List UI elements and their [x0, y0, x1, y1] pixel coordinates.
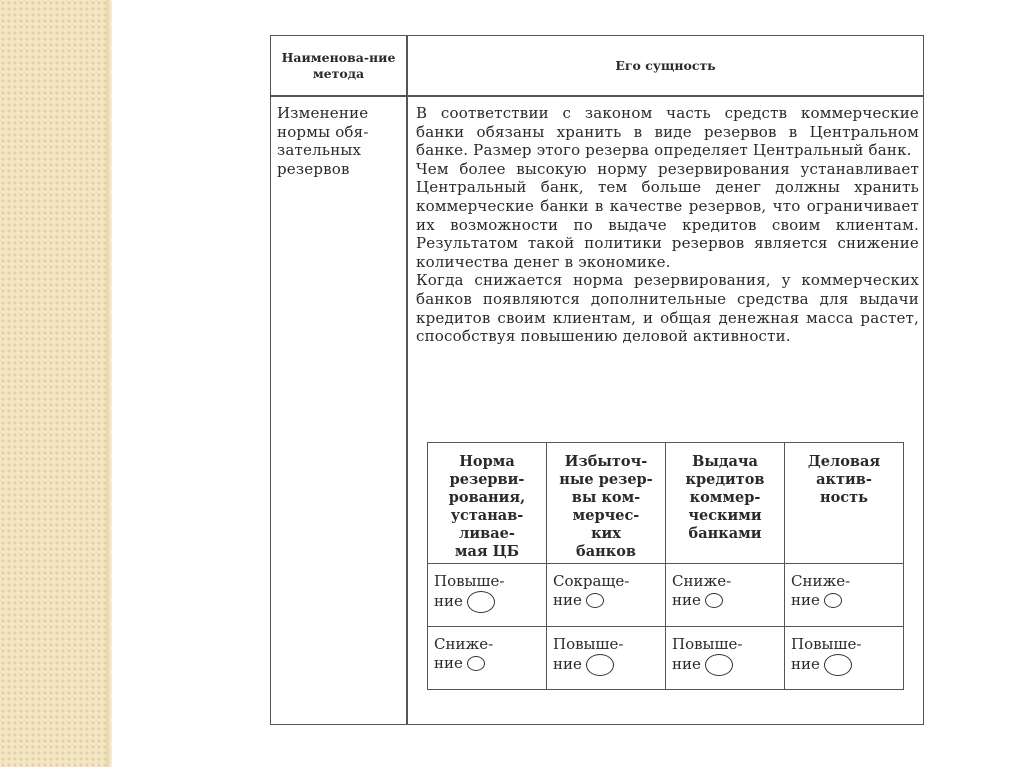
- effect-label: Сниже-: [434, 635, 494, 653]
- column-divider: [406, 36, 408, 724]
- essence-paragraph: Чем более высокую норму резервирования устанавливает Центральный банк, тем больше денег должны хранить коммерческие банки в качестве резервов, что ограничивает их возможности по выдаче кредитов своим клиентам. Результатом такой политики резервов является снижение количества денег в экономике.: [416, 159, 919, 271]
- header-line: актив-: [816, 471, 872, 488]
- header-line: ческими: [688, 507, 762, 524]
- header-line: ность: [820, 489, 868, 506]
- header-business-activity: [785, 443, 904, 564]
- answer-circle-icon[interactable]: [467, 591, 495, 613]
- header-line: ких: [591, 525, 621, 542]
- effects-row: [428, 564, 904, 627]
- header-line: резерви-: [449, 471, 525, 488]
- header-line: устанав-: [450, 507, 524, 524]
- essence-paragraph: В соответствии с законом часть средств коммерческие банки обязаны хранить в виде резервов в Центральном банке. Размер этого резерва определяет Центральный банк.: [416, 104, 919, 160]
- effect-cell: [428, 564, 547, 627]
- header-line: кредитов: [685, 471, 765, 488]
- effect-label: ние: [791, 590, 820, 609]
- effect-label: Повыше-: [672, 635, 743, 653]
- decorative-side-strip: [0, 0, 106, 767]
- header-line: Избыточ-: [564, 453, 648, 470]
- header-line: ливае-: [459, 525, 515, 542]
- header-method-name: Наименова-ние метода: [281, 49, 396, 81]
- header-excess-reserves: [547, 443, 666, 564]
- answer-circle-icon[interactable]: [824, 593, 842, 608]
- answer-circle-icon[interactable]: [586, 654, 614, 676]
- header-line: Выдача: [692, 453, 758, 470]
- effect-cell: [785, 627, 904, 690]
- method-name-line: резервов: [277, 159, 350, 178]
- effect-label: Сокраще-: [553, 572, 630, 590]
- answer-circle-icon[interactable]: [705, 593, 723, 608]
- effect-cell: [547, 564, 666, 627]
- header-line: вы ком-: [571, 489, 641, 506]
- effect-label: ние: [672, 654, 701, 673]
- header-credit-issuance: [666, 443, 785, 564]
- effect-label: Повыше-: [434, 572, 505, 590]
- header-reserve-rate: [428, 443, 547, 564]
- effect-label: Повыше-: [553, 635, 624, 653]
- method-name-line: зательных: [277, 141, 362, 160]
- header-line: мая ЦБ: [454, 543, 520, 560]
- effect-cell: [547, 627, 666, 690]
- answer-circle-icon[interactable]: [705, 654, 733, 676]
- effect-cell: [428, 627, 547, 690]
- effects-table: [427, 442, 904, 690]
- header-line: ные резер-: [559, 471, 653, 488]
- method-name-line: нормы обя-: [277, 122, 369, 141]
- effect-label: Сниже-: [791, 572, 851, 590]
- answer-circle-icon[interactable]: [586, 593, 604, 608]
- method-name-line: Изменение: [277, 104, 369, 122]
- header-line: банков: [576, 543, 636, 560]
- essence-cell: [416, 104, 919, 346]
- effect-label: ние: [672, 590, 701, 609]
- header-essence: Его сущность: [615, 58, 716, 73]
- header-line: коммер-: [689, 489, 761, 506]
- effects-row: [428, 627, 904, 690]
- effect-label: ние: [434, 591, 463, 610]
- header-line: рования,: [448, 489, 526, 506]
- header-line: Норма: [459, 453, 515, 470]
- answer-circle-icon[interactable]: [467, 656, 485, 671]
- effect-label: ние: [553, 654, 582, 673]
- decorative-side-edge: [106, 0, 112, 767]
- header-divider: [271, 95, 923, 97]
- effect-cell: [666, 627, 785, 690]
- effect-label: ние: [791, 654, 820, 673]
- effect-cell: [666, 564, 785, 627]
- header-line: мерчес-: [572, 507, 640, 524]
- effect-label: ние: [553, 590, 582, 609]
- header-line: Деловая: [807, 453, 881, 470]
- effects-header-row: [428, 443, 904, 564]
- method-name-cell: [277, 104, 402, 178]
- effect-label: Повыше-: [791, 635, 862, 653]
- effect-label: Сниже-: [672, 572, 732, 590]
- effect-label: ние: [434, 653, 463, 672]
- answer-circle-icon[interactable]: [824, 654, 852, 676]
- essence-paragraph: Когда снижается норма резервирования, у коммерческих банков появляются дополнительные средства для выдачи кредитов своим клиентам, и общая денежная масса растет, способствуя повышению деловой активности.: [416, 271, 919, 346]
- header-line: банками: [688, 525, 762, 542]
- effect-cell: [785, 564, 904, 627]
